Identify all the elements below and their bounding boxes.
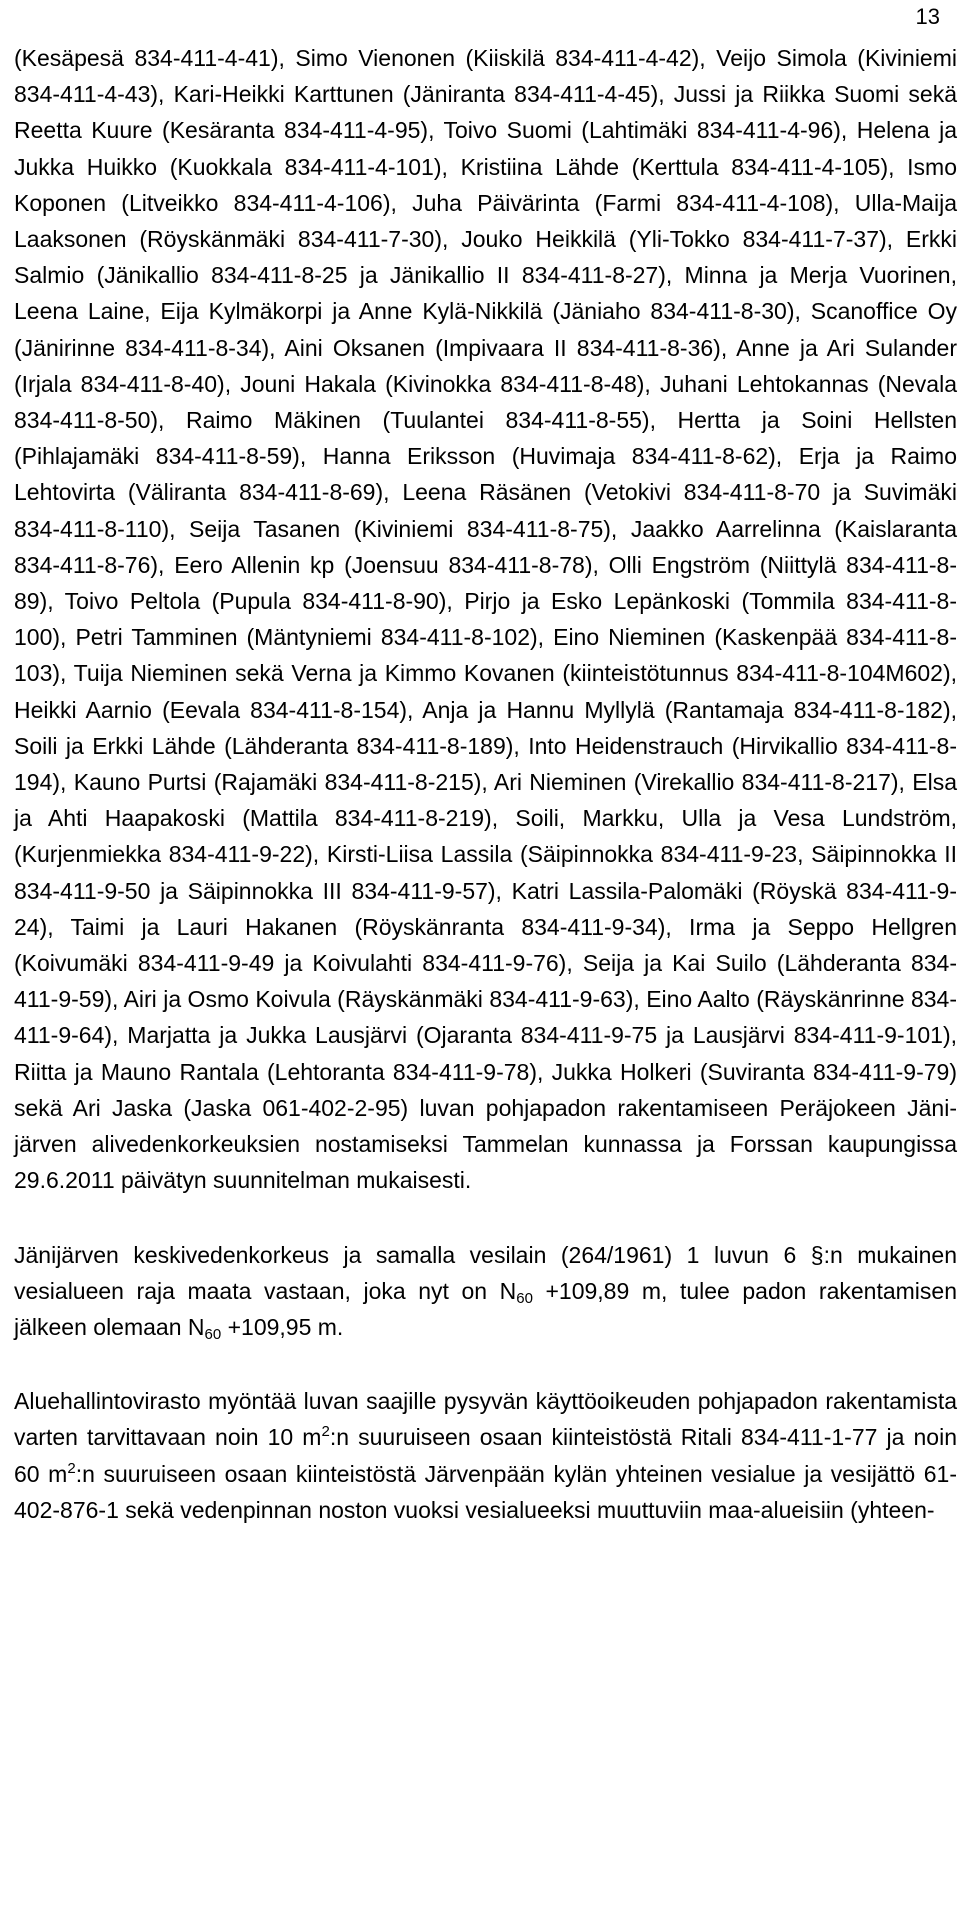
text-segment: +109,95 m. [221, 1313, 344, 1340]
subscript: 60 [516, 1289, 533, 1307]
text-segment: :n suuruiseen osaan kiinteistöstä Ritali 834-411-1-77 ja noin 60 m [14, 1424, 958, 1487]
text-segment: Jänijärven keskivedenkorkeus ja samalla vesilain (264/1961) 1 luvun 6 §:n mukainen vesialueen raja maata vastaan, joka nyt on N [14, 1241, 957, 1304]
superscript: 2 [67, 1459, 76, 1477]
text-segment: Aluehallintovirasto myöntää luvan saajille pysyvän käyttöoikeuden pohjapadon rakentamista varten tarvittavaan noin 10 m [14, 1388, 957, 1451]
document-body [14, 40, 957, 1528]
subscript: 60 [204, 1325, 222, 1343]
paragraph-mean-water-level [14, 1237, 957, 1346]
text-segment: +109,89 m, tulee padon rakentamisen jälkeen olemaan N [14, 1277, 957, 1340]
superscript: 2 [321, 1423, 330, 1441]
text-segment: :n suuruiseen osaan kiinteistöstä Järvenpään kylän yhteinen vesialue ja vesijättö 61-402-876-1 sekä vedenpinnan noston vuoksi vesialueeksi muuttuviin maa-alueisiin (yhteen- [14, 1460, 958, 1523]
page-number: 13 [915, 4, 940, 29]
paragraph-usage-rights [14, 1383, 957, 1528]
paragraph-permit-holders: (Kesäpesä 834-411-4-41), Simo Vienonen (Kiiskilä 834-411-4-42), Veijo Simola (Kiviniemi 834-411-4-43), Kari-Heikki Karttunen (Jäniranta 834-411-4-45), Jussi ja Riikka Suomi sekä Reetta Kuure (Kesäranta 834-411-4-95), Toivo Suomi (Lahtimäki 834-411-4-96), Helena ja Jukka Huikko (Kuokkala 834-411-4-101), Kristiina Lähde (Kerttula 834-411-4-105), Ismo Koponen (Litveikko 834-411-4-106), Juha Päivärinta (Farmi 834-411-4-108), Ulla-Maija Laaksonen (Röyskänmäki 834-411-7-30), Jouko Heikkilä (Yli-Tokko 834-411-7-37), Erkki Salmio (Jänikallio 834-411-8-25 ja Jänikallio II 834-411-8-27), Minna ja Merja Vuorinen, Leena Laine, Eija Kylmäkorpi ja Anne Kylä-Nikkilä (Jäniaho 834-411-8-30), Scanoffice Oy (Jänirinne 834-411-8-34), Aini Oksanen (Impivaara II 834-411-8-36), Anne ja Ari Sulander (Irjala 834-411-8-40), Jouni Hakala (Kivinokka 834-411-8-48), Juhani Lehtokannas (Nevala 834-411-8-50), Raimo Mäkinen (Tuulantei 834-411-8-55), Hertta ja Soini Hellsten (Pihlajamäki 834-411-8-59), Hanna Eriksson (Huvimaja 834-411-8-62), Erja ja Raimo Lehtovirta (Väliranta 834-411-8-69), Leena Räsänen (Vetokivi 834-411-8-70 ja Suvimäki 834-411-8-110), Seija Tasanen (Kiviniemi 834-411-8-75), Jaakko Aarrelinna (Kaislaranta 834-411-8-76), Eero Allenin kp (Joensuu 834-411-8-78), Olli Engström (Niittylä 834-411-8-89), Toivo Peltola (Pupula 834-411-8-90), Pirjo ja Esko Lepänkoski (Tommila 834-411-8-100), Petri Tamminen (Mäntyniemi 834-411-8-102), Eino Nieminen (Kaskenpää 834-411-8-103), Tuija Nieminen sekä Verna ja Kimmo Kovanen (kiinteistötunnus 834-411-8-104M602), Heikki Aarnio (Eevala 834-411-8-154), Anja ja Hannu Myllylä (Rantamaja 834-411-8-182), Soili ja Erkki Lähde (Lähderanta 834-411-8-189), Into Heidenstrauch (Hirvikallio 834-411-8-194), Kauno Purtsi (Rajamäki 834-411-8-215), Ari Nieminen (Virekallio 834-411-8-217), Elsa ja Ahti Haapakoski (Mattila 834-411-8-219), Soili, Markku, Ulla ja Vesa Lundström, (Kurjenmiekka 834-411-9-22), Kirsti-Liisa Lassila (Säipinnokka 834-411-9-23, Säipinnokka II 834-411-9-50 ja Säipinnokka III 834-411-9-57), Katri Lassila-Palomäki (Röyskä 834-411-9-24), Taimi ja Lauri Hakanen (Röyskänranta 834-411-9-34), Irma ja Seppo Hellgren (Koivumäki 834-411-9-49 ja Koivulahti 834-411-9-76), Seija ja Kai Suilo (Lähderanta 834-411-9-59), Airi ja Osmo Koivula (Räyskänmäki 834-411-9-63), Eino Aalto (Räyskänrinne 834-411-9-64), Marjatta ja Jukka Lausjärvi (Ojaranta 834-411-9-75 ja Lausjärvi 834-411-9-101), Riitta ja Mauno Rantala (Lehtoranta 834-411-9-78), Jukka Holkeri (Suviranta 834-411-9-79) sekä Ari Jaska (Jaska 061-402-2-95) luvan pohjapadon rakentamiseen Peräjokeen Jänijärven alivedenkorkeuksien nostamiseksi Tammelan kunnassa ja Forssan kaupungissa 29.6.2011 päivätyn suunnitelman mukaisesti. [14, 45, 957, 1194]
